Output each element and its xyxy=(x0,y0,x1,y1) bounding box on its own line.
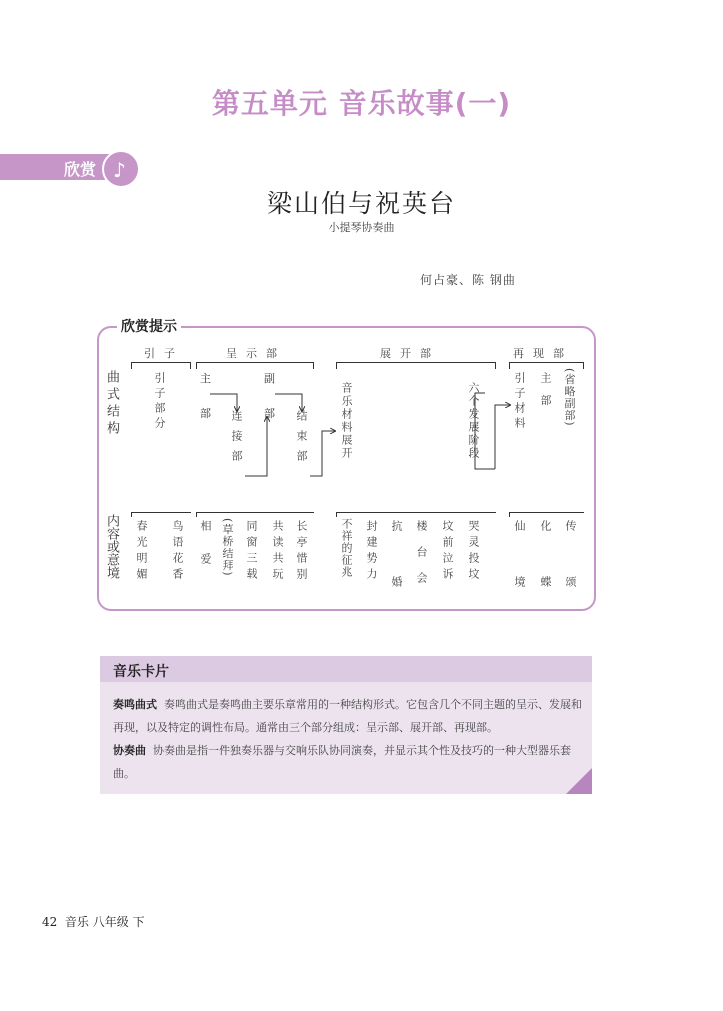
def-concerto: 协奏曲是指一件独奏乐器与交响乐队协同演奏，并显示其个性及技巧的一种大型器乐套曲。 xyxy=(113,744,571,780)
content-item: 长亭惜别 xyxy=(295,520,308,584)
piece-subtitle: 小提琴协奏曲 xyxy=(328,221,395,234)
hint-box-title: 欣赏提示 xyxy=(117,316,181,336)
page-number: 42 xyxy=(42,915,58,929)
content-item: 鸟语花香 xyxy=(171,520,184,584)
piece-title: 梁山伯与祝英台 xyxy=(266,189,456,218)
content-item: 哭灵投坟 xyxy=(467,520,480,584)
content-item: 抗婚 xyxy=(390,520,403,632)
music-card-body xyxy=(113,693,583,785)
page-footer xyxy=(42,913,145,930)
development-material: 音乐材料展开 xyxy=(340,382,353,460)
def-sonata-form: 奏鸣曲式是奏鸣曲主要乐章常用的一种结构形式。它包含几个不同主题的呈示、发展和再现，以及特定的调性布局。通常由三个部分组成：呈示部、展开部、再现部。 xyxy=(113,698,582,734)
intro-part: 引子部分 xyxy=(153,372,166,432)
content-item: 楼台会 xyxy=(415,520,428,598)
content-item: 化蝶 xyxy=(539,520,552,632)
music-card-title: 音乐卡片 xyxy=(113,664,169,680)
content-item: 共读共玩 xyxy=(271,520,284,584)
term-sonata-form: 奏鸣曲式 xyxy=(113,698,157,711)
music-card-header xyxy=(100,656,592,682)
recap-omit-sub: (省略副部) xyxy=(563,368,576,427)
content-item: 不祥的征兆 xyxy=(340,518,353,578)
content-item: 传颂 xyxy=(564,520,577,632)
section-tag-label: 欣赏 xyxy=(64,160,97,179)
section-recapitulation: 再现部 xyxy=(513,347,573,360)
recap-intro-material: 引子材料 xyxy=(513,372,526,432)
sub-theme: 副 xyxy=(264,372,275,385)
recap-main: 主 部 xyxy=(539,372,552,410)
svg-text:♪: ♪ xyxy=(113,158,126,182)
content-item: 仙境 xyxy=(513,520,526,632)
sub-part-bu: 部 xyxy=(264,407,275,420)
content-item: 相爱 xyxy=(199,520,212,586)
bridge-part: 连接部 xyxy=(230,410,243,470)
structure-arrows xyxy=(190,375,530,485)
unit-title: 第五单元 音乐故事(一) xyxy=(211,87,512,120)
composer: 何占豪、陈 钢曲 xyxy=(420,273,516,287)
section-exposition: 呈示部 xyxy=(226,347,286,360)
content-item: 坟前泣诉 xyxy=(441,520,454,584)
row-head-content: 内容或意境 xyxy=(104,514,119,579)
term-concerto: 协奏曲 xyxy=(113,744,146,757)
book-title: 音乐 八年级 下 xyxy=(64,915,145,929)
content-item: (草桥结拜) xyxy=(221,518,234,577)
content-item: 春光明媚 xyxy=(135,520,148,584)
development-stages: 六个发展阶段 xyxy=(467,382,480,460)
content-item: 同窗三载 xyxy=(245,520,258,584)
main-part-bu: 部 xyxy=(200,407,211,420)
music-note-icon xyxy=(102,150,140,188)
coda-part: 结束部 xyxy=(295,410,308,470)
card-corner-fold xyxy=(566,768,592,794)
section-development: 展开部 xyxy=(380,347,440,360)
main-theme: 主 xyxy=(200,372,211,385)
row-head-structure: 曲式结构 xyxy=(104,370,119,438)
section-intro: 引子 xyxy=(144,347,184,360)
content-item: 封建势力 xyxy=(365,520,378,584)
